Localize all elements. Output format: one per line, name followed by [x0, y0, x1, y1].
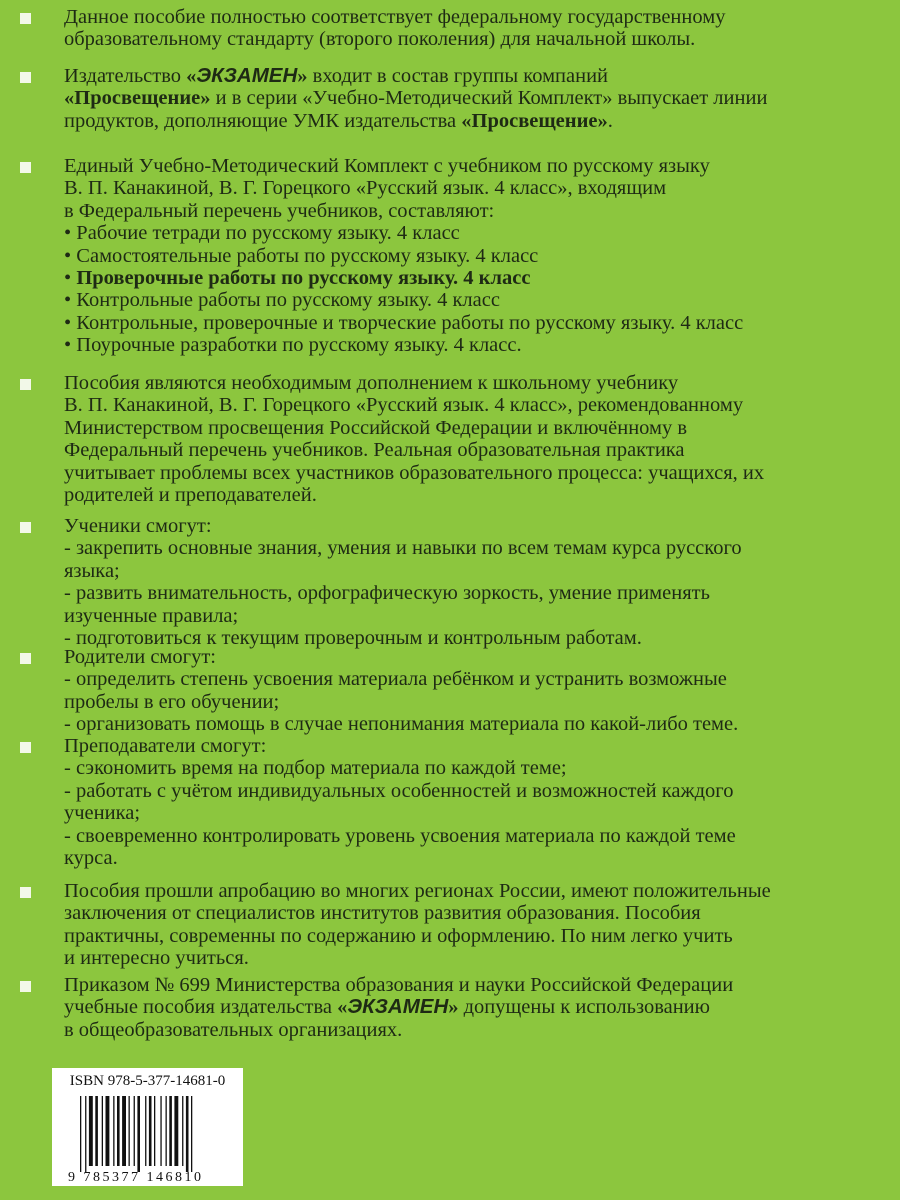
text-line	[64, 110, 613, 132]
text-segment: »	[297, 65, 308, 87]
text-line	[64, 825, 736, 847]
barcode-bar	[106, 1096, 110, 1166]
text-line	[64, 668, 727, 690]
text-segment: Приказом № 699 Министерства образования и науки Российской Федерации	[64, 974, 734, 996]
isbn-label: ISBN 978-5-377-14681-0	[69, 1073, 226, 1089]
barcode-bar	[129, 1096, 130, 1166]
text-line	[64, 417, 687, 439]
text-segment: - работать с учётом индивидуальных особенностей и возможностей каждого	[64, 779, 734, 802]
text-segment: - организовать помощь в случае непонимания материала по какой-либо теме.	[64, 713, 739, 736]
text-line	[64, 947, 249, 969]
text-segment: курса.	[64, 847, 118, 869]
isbn-barcode	[52, 1068, 243, 1186]
square-bullet-icon	[20, 742, 31, 753]
barcode-bar	[186, 1096, 189, 1172]
text-segment: Ученики смогут:	[64, 515, 212, 537]
barcode-bar	[122, 1096, 126, 1166]
barcode-bar	[174, 1096, 178, 1166]
barcode-bar	[113, 1096, 114, 1166]
text-segment: Министерством просвещения Российской Федерации и включённому в	[64, 416, 688, 439]
text-segment: - определить степень усвоения материала ребёнком и устранить возможные	[64, 668, 727, 691]
text-segment: учитывает проблемы всех участников образовательного процесса: учащихся, их	[64, 461, 765, 484]
text-line	[64, 372, 678, 394]
barcode-bar	[182, 1096, 183, 1166]
text-segment: Пособия являются необходимым дополнением к школьному учебнику	[64, 372, 679, 394]
text-segment: - своевременно контролировать уровень усвоения материала по каждой теме	[64, 824, 736, 847]
text-segment: - закрепить основные знания, умения и навыки по всем темам курса русского	[64, 537, 742, 560]
text-segment: «	[186, 65, 197, 87]
text-line	[64, 880, 771, 902]
text-segment: • Контрольные, проверочные и творческие работы по русскому языку. 4 класс	[64, 311, 744, 334]
text-segment: языка;	[64, 559, 120, 582]
text-segment: учебные пособия издательства	[64, 996, 338, 1019]
text-line	[64, 757, 567, 779]
text-segment: - сэкономить время на подбор материала по каждой теме;	[64, 757, 567, 780]
text-segment: »	[448, 996, 459, 1019]
text-line	[64, 1019, 402, 1041]
text-line	[64, 515, 212, 537]
text-line	[64, 289, 500, 311]
text-line	[64, 267, 530, 289]
barcode-bar	[117, 1096, 120, 1166]
text-segment: ученика;	[64, 802, 141, 825]
text-line	[64, 605, 238, 627]
square-bullet-icon	[20, 379, 31, 390]
text-segment: «Просвещение»	[461, 109, 608, 132]
barcode-digits: 9 785377 146810	[68, 1170, 204, 1185]
text-segment: Федеральный перечень учебников. Реальная образовательная практика	[64, 439, 685, 462]
text-line	[64, 65, 608, 87]
text-line	[64, 394, 743, 416]
barcode-bar	[102, 1096, 103, 1166]
text-line	[64, 245, 538, 267]
text-segment: •	[64, 267, 77, 289]
text-line	[64, 537, 742, 559]
text-segment: • Поурочные разработки по русскому языку. 4 класс.	[64, 334, 522, 357]
text-segment: изученные правила;	[64, 604, 239, 627]
text-segment: • Контрольные работы по русскому языку. 4 класс	[64, 289, 500, 312]
text-line	[64, 200, 494, 222]
barcode-bar	[95, 1096, 98, 1166]
text-line	[64, 560, 120, 582]
text-segment: • Самостоятельные работы по русскому языку. 4 класс	[64, 244, 539, 267]
text-line	[64, 484, 317, 506]
text-line	[64, 312, 743, 334]
text-segment: и в серии «Учебно-Методический Комплект» выпускает линии	[210, 87, 768, 110]
barcode-bar	[160, 1096, 161, 1166]
publisher-name: ЭКЗАМЕН	[347, 995, 449, 1019]
text-line	[64, 87, 767, 109]
text-segment: практичны, современны по содержанию и оформлению. По ним легко учить	[64, 924, 733, 947]
barcode-bar	[137, 1096, 140, 1172]
text-line	[64, 177, 666, 199]
barcode-bars	[80, 1096, 220, 1172]
square-bullet-icon	[20, 72, 31, 83]
barcode-bar	[154, 1096, 155, 1166]
text-segment: - подготовиться к текущим проверочным и контрольным работам.	[64, 627, 642, 649]
barcode-bar	[166, 1096, 167, 1166]
text-segment: входит в состав группы компаний	[307, 65, 609, 87]
text-segment: Проверочные работы по русскому языку. 4 класс	[76, 267, 531, 289]
text-line	[64, 996, 710, 1018]
text-segment: Издательство	[64, 65, 187, 87]
text-line	[64, 691, 279, 713]
text-line	[64, 6, 725, 28]
text-segment: в Федеральный перечень учебников, составляют:	[64, 199, 495, 222]
text-segment: В. П. Канакиной, В. Г. Горецкого «Русский язык. 4 класс», входящим	[64, 177, 667, 200]
text-segment: «	[337, 996, 348, 1019]
text-segment: пробелы в его обучении;	[64, 690, 280, 713]
text-segment: В. П. Канакиной, В. Г. Горецкого «Русский язык. 4 класс», рекомендованному	[64, 394, 744, 417]
text-segment: Преподаватели смогут:	[64, 735, 267, 757]
text-line	[64, 334, 522, 356]
text-segment: заключения от специалистов институтов развития образования. Пособия	[64, 902, 701, 925]
text-segment: - развить внимательность, орфографическую зоркость, умение применять	[64, 582, 710, 605]
text-line	[64, 646, 216, 668]
text-segment: Родители смогут:	[64, 646, 216, 668]
square-bullet-icon	[20, 887, 31, 898]
square-bullet-icon	[20, 653, 31, 664]
barcode-bar	[149, 1096, 152, 1166]
square-bullet-icon	[20, 13, 31, 24]
text-line	[64, 780, 733, 802]
barcode-bar	[80, 1096, 81, 1172]
text-line	[64, 222, 460, 244]
text-segment: .	[607, 109, 613, 132]
barcode-bar	[145, 1096, 146, 1166]
text-segment: продуктов, дополняющие УМК издательства	[64, 109, 462, 132]
text-line	[64, 802, 140, 824]
square-bullet-icon	[20, 162, 31, 173]
text-segment: допущены к использованию	[458, 996, 710, 1019]
text-line	[64, 974, 733, 996]
text-line	[64, 28, 695, 50]
text-segment: родителей и преподавателей.	[64, 484, 317, 506]
text-line	[64, 439, 685, 461]
square-bullet-icon	[20, 981, 31, 992]
square-bullet-icon	[20, 522, 31, 533]
text-line	[64, 847, 118, 869]
text-segment: Единый Учебно-Методический Комплект с учебником по русскому языку	[64, 155, 710, 177]
barcode-bar	[85, 1096, 86, 1172]
text-segment: • Рабочие тетради по русскому языку. 4 класс	[64, 222, 460, 245]
text-segment: образовательному стандарту (второго поколения) для начальной школы.	[64, 28, 696, 51]
text-segment: Пособия прошли апробацию во многих регионах России, имеют положительные	[64, 880, 771, 902]
text-segment: «Просвещение»	[64, 87, 211, 110]
barcode-bar	[89, 1096, 93, 1166]
barcode-bar	[191, 1096, 192, 1172]
text-segment: в общеобразовательных организациях.	[64, 1018, 403, 1041]
publisher-name: ЭКЗАМЕН	[196, 64, 298, 87]
text-line	[64, 925, 733, 947]
text-segment: Данное пособие полностью соответствует федеральному государственному	[64, 6, 726, 28]
text-line	[64, 155, 710, 177]
text-line	[64, 902, 701, 924]
barcode-bar	[169, 1096, 172, 1166]
text-line	[64, 582, 710, 604]
barcode-bar	[134, 1096, 135, 1166]
text-line	[64, 713, 738, 735]
text-line	[64, 735, 266, 757]
text-segment: и интересно учиться.	[64, 947, 249, 970]
text-line	[64, 462, 764, 484]
